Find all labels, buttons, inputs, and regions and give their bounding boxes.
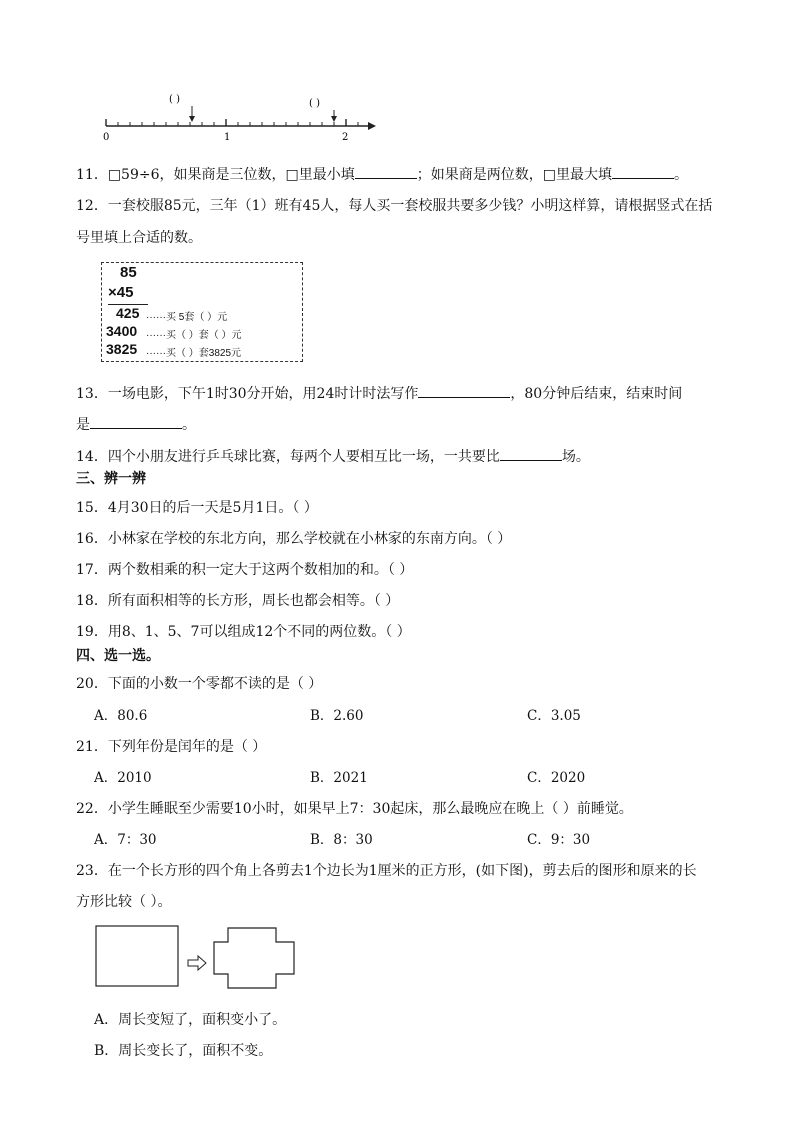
question-number: 22． xyxy=(76,801,108,817)
question-number: 21． xyxy=(76,739,108,755)
question-15 xyxy=(76,498,318,518)
question-text: 方形比较（ ）。 xyxy=(76,894,172,910)
answer-blank[interactable] xyxy=(355,164,417,179)
question-text: 下面的小数一个零都不读的是（ ） xyxy=(107,676,323,692)
option-c[interactable]: C．9：30 xyxy=(527,832,591,848)
section-heading-3: 三、辨一辨 xyxy=(76,471,146,487)
question-number: 16． xyxy=(76,531,108,547)
number-line-ticks xyxy=(106,119,358,126)
question-text: 小学生睡眠至少需要10小时，如果早上7：30起床，那么最晚应在晚上（ ）前睡觉。 xyxy=(107,801,633,817)
vertical-calc-box xyxy=(101,262,303,362)
question-text: 小林家在学校的东北方向，那么学校就在小林家的东南方向。（ ） xyxy=(107,531,512,547)
question-20 xyxy=(76,674,322,694)
question-number: 11． xyxy=(76,167,108,183)
tick-label-2: 2 xyxy=(342,132,349,143)
number-line-arrowhead xyxy=(368,122,376,130)
option-c[interactable]: C．3.05 xyxy=(527,708,581,724)
option-a[interactable]: A．周长变短了，面积变小了。 xyxy=(94,1012,287,1028)
question-23-line2 xyxy=(76,892,171,912)
calc-row-3825: 3825 xyxy=(106,341,138,357)
arrow-head-down-1 xyxy=(189,116,195,122)
question-12-line2 xyxy=(76,228,202,248)
question-13 xyxy=(76,383,682,404)
question-text: 。 xyxy=(182,417,196,433)
question-23 xyxy=(76,861,697,881)
question-12 xyxy=(76,196,712,216)
question-number: 13． xyxy=(76,386,108,402)
original-rectangle xyxy=(96,926,178,986)
question-text: ；如果商是两位数，□里最大填 xyxy=(416,167,612,183)
bracket-label-2: ( ) xyxy=(309,98,320,109)
option-a[interactable]: A．2010 xyxy=(94,770,152,786)
option-b[interactable]: B．2.60 xyxy=(310,708,364,724)
question-number: 12． xyxy=(76,198,108,214)
question-text: 是 xyxy=(76,417,90,433)
question-text: 两个数相乘的积一定大于这两个数相加的和。（ ） xyxy=(107,562,414,578)
answer-blank[interactable] xyxy=(418,383,510,398)
transform-arrow-icon xyxy=(188,956,206,970)
question-14 xyxy=(76,446,590,467)
cut-shape-outline xyxy=(214,928,294,988)
option-c[interactable]: C．2020 xyxy=(527,770,586,786)
option-b[interactable]: B．2021 xyxy=(310,770,368,786)
question-text: 在一个长方形的四个角上各剪去1个边长为1厘米的正方形，(如下图)，剪去后的图形和原来的长 xyxy=(107,863,697,879)
option-a[interactable]: A．7：30 xyxy=(94,832,157,848)
section-heading-4: 四、选一选。 xyxy=(76,648,160,664)
tick-label-1: 1 xyxy=(224,132,231,143)
question-16 xyxy=(76,529,511,549)
question-text: 用8、1、5、7可以组成12个不同的两位数。（ ） xyxy=(107,624,411,640)
question-18 xyxy=(76,591,399,611)
question-number: 23． xyxy=(76,863,108,879)
question-number: 14． xyxy=(76,449,108,465)
question-21 xyxy=(76,737,266,757)
calc-note-3: ······买（ ）套3825元 xyxy=(146,348,242,359)
bracket-label-1: ( ) xyxy=(169,94,180,105)
question-number: 18． xyxy=(76,593,108,609)
option-a[interactable]: A．80.6 xyxy=(94,708,148,724)
calc-row-3400: 3400 xyxy=(106,323,138,339)
question-17 xyxy=(76,560,413,580)
option-b[interactable]: B．8：30 xyxy=(310,832,373,848)
calc-row-85: 85 xyxy=(120,264,137,281)
question-text: 一套校服85元，三年（1）班有45人，每人买一套校服共要多少钱？小明这样算，请根据竖式在括 xyxy=(107,198,713,214)
question-text: ，80分钟后结束，结束时间 xyxy=(510,386,683,402)
question-number: 17． xyxy=(76,562,108,578)
calc-note-2: ······买（ ）套（ ）元 xyxy=(146,330,242,341)
number-line-figure xyxy=(96,88,386,144)
cut-corners-shape xyxy=(228,928,276,938)
arrow-head-down-2 xyxy=(331,116,337,122)
question-13-line2 xyxy=(76,414,196,435)
question-text: 。 xyxy=(673,167,688,183)
question-text: 四个小朋友进行乒乓球比赛，每两个人要相互比一场，一共要比 xyxy=(107,449,500,465)
answer-blank[interactable] xyxy=(612,164,674,179)
question-text: 一场电影，下午1时30分开始，用24时计时法写作 xyxy=(107,386,419,402)
tick-label-0: 0 xyxy=(103,132,110,143)
rectangle-cut-figure xyxy=(95,924,300,990)
question-number: 20． xyxy=(76,676,108,692)
question-text: 号里填上合适的数。 xyxy=(76,230,202,246)
calc-note-1: ······买 5套（ ）元 xyxy=(146,312,228,323)
question-number: 19． xyxy=(76,624,108,640)
question-text: 4月30日的后一天是5月1日。（ ） xyxy=(107,500,318,516)
answer-blank[interactable] xyxy=(90,414,182,429)
question-11 xyxy=(76,164,688,185)
question-22 xyxy=(76,799,633,819)
question-text: □59÷6，如果商是三位数，□里最小填 xyxy=(107,167,355,183)
calc-row-x45: ×45 xyxy=(108,284,134,301)
question-19 xyxy=(76,622,411,642)
question-text: 场。 xyxy=(561,449,590,465)
answer-blank[interactable] xyxy=(500,446,562,461)
question-number: 15． xyxy=(76,500,108,516)
question-text: 所有面积相等的长方形，周长也都会相等。（ ） xyxy=(107,593,400,609)
option-b[interactable]: B．周长变长了，面积不变。 xyxy=(94,1043,273,1059)
calc-row-425: 425 xyxy=(116,305,140,321)
question-text: 下列年份是闰年的是（ ） xyxy=(107,739,267,755)
